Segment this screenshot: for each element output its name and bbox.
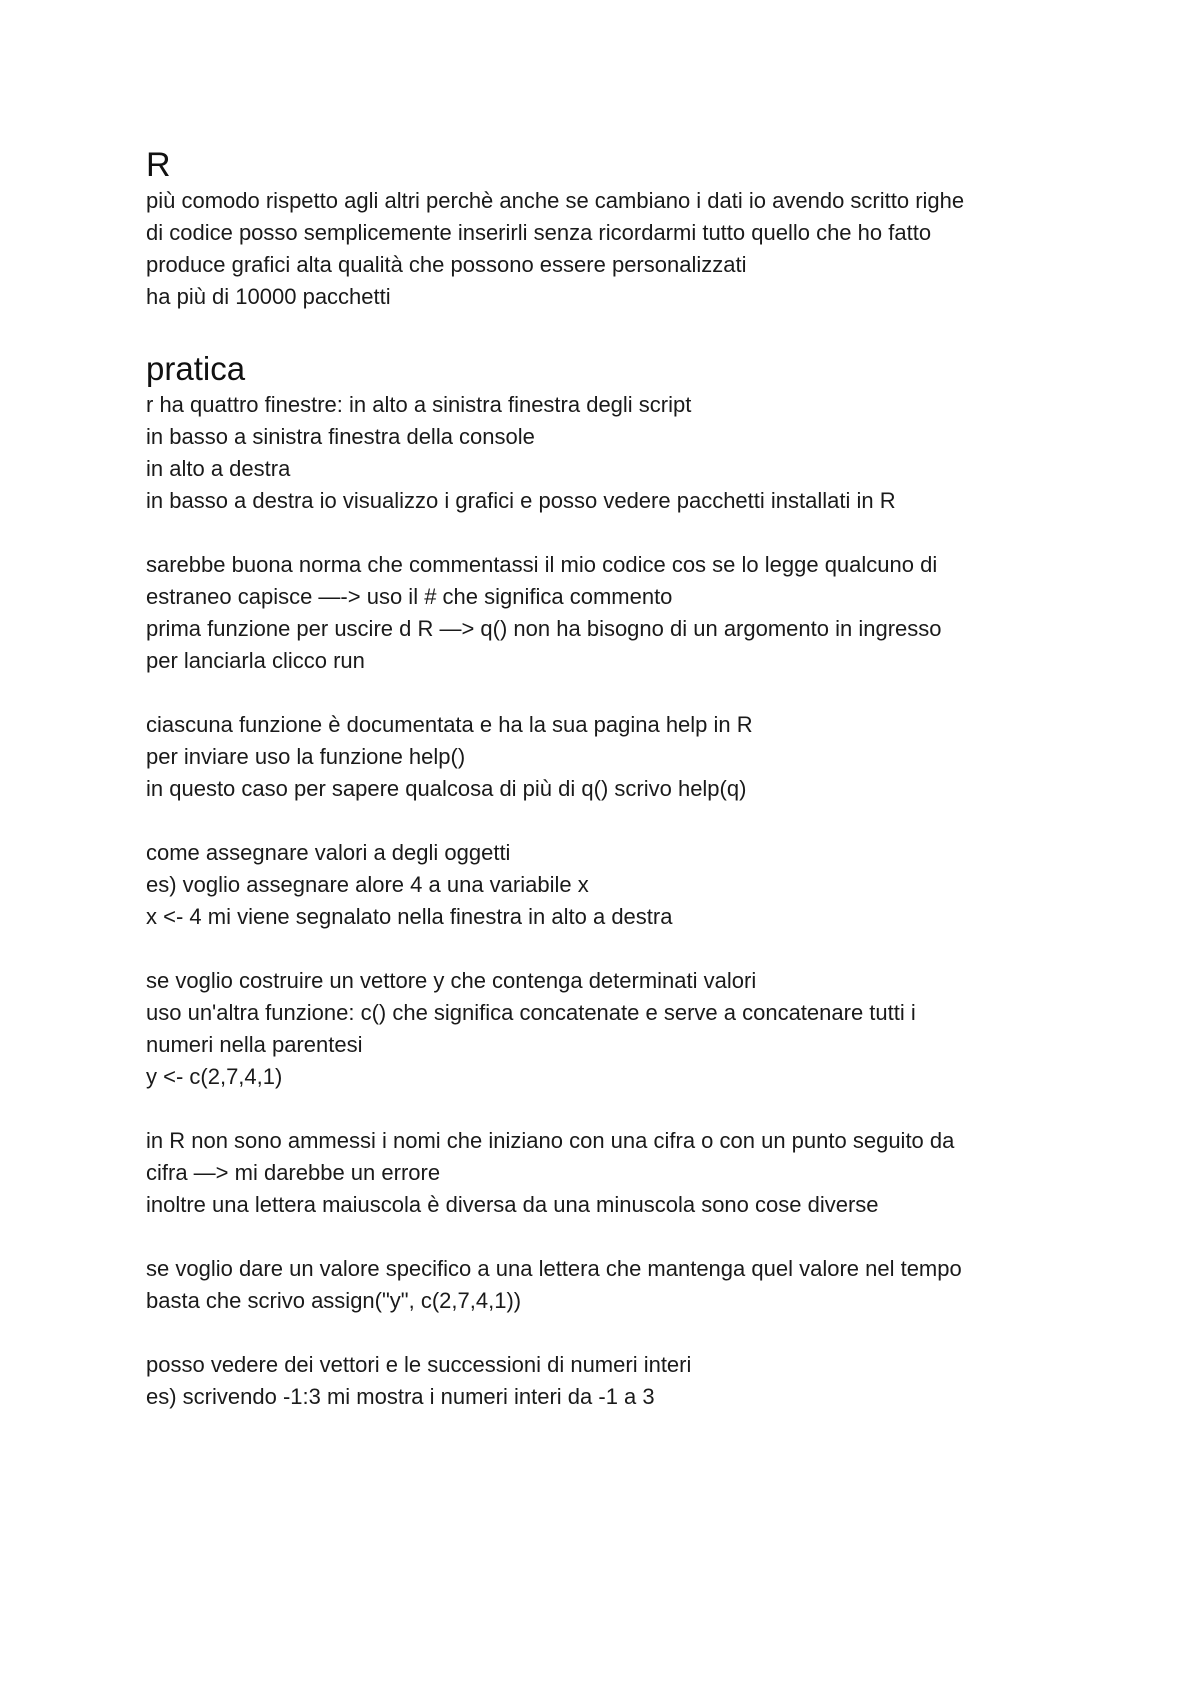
text-line: numeri nella parentesi bbox=[146, 1032, 363, 1057]
text-line: se voglio costruire un vettore y che contenga determinati valori bbox=[146, 968, 757, 993]
paragraph-gap bbox=[146, 1317, 1066, 1349]
text-line: posso vedere dei vettori e le successioni di numeri interi bbox=[146, 1352, 692, 1377]
text-line: più comodo rispetto agli altri perchè anche se cambiano i dati io avendo scritto righe bbox=[146, 188, 965, 213]
paragraph bbox=[146, 185, 1066, 313]
paragraph bbox=[146, 1125, 1066, 1221]
paragraph bbox=[146, 709, 1066, 805]
text-line: per lanciarla clicco run bbox=[146, 648, 365, 673]
text-line: es) scrivendo -1:3 mi mostra i numeri interi da -1 a 3 bbox=[146, 1384, 655, 1409]
text-line: come assegnare valori a degli oggetti bbox=[146, 840, 511, 865]
text-line: di codice posso semplicemente inserirli senza ricordarmi tutto quello che ho fatto bbox=[146, 220, 932, 245]
text-line: uso un'altra funzione: c() che significa concatenate e serve a concatenare tutti i bbox=[146, 1000, 916, 1025]
paragraph bbox=[146, 549, 1066, 677]
paragraph bbox=[146, 1253, 1066, 1317]
text-line: produce grafici alta qualità che possono essere personalizzati bbox=[146, 252, 747, 277]
text-line: y <- c(2,7,4,1) bbox=[146, 1064, 283, 1089]
paragraph bbox=[146, 837, 1066, 933]
section-pratica bbox=[146, 349, 1066, 1413]
section-r bbox=[146, 145, 1066, 313]
paragraph bbox=[146, 965, 1066, 1093]
text-line: r ha quattro finestre: in alto a sinistra finestra degli script bbox=[146, 392, 692, 417]
text-line: in basso a destra io visualizzo i grafici e posso vedere pacchetti installati in R bbox=[146, 488, 896, 513]
paragraph-gap bbox=[146, 1093, 1066, 1125]
text-line: per inviare uso la funzione help() bbox=[146, 744, 466, 769]
text-line: cifra —> mi darebbe un errore bbox=[146, 1160, 441, 1185]
paragraph-gap bbox=[146, 677, 1066, 709]
paragraph-gap bbox=[146, 1221, 1066, 1253]
paragraph-gap bbox=[146, 517, 1066, 549]
document-page bbox=[146, 145, 1066, 1413]
text-line: inoltre una lettera maiuscola è diversa da una minuscola sono cose diverse bbox=[146, 1192, 879, 1217]
text-line: x <- 4 mi viene segnalato nella finestra in alto a destra bbox=[146, 904, 673, 929]
text-line: in alto a destra bbox=[146, 456, 291, 481]
text-line: in R non sono ammessi i nomi che iniziano con una cifra o con un punto seguito da bbox=[146, 1128, 955, 1153]
text-line: se voglio dare un valore specifico a una lettera che mantenga quel valore nel tempo bbox=[146, 1256, 962, 1281]
text-line: estraneo capisce —-> uso il # che significa commento bbox=[146, 584, 673, 609]
paragraph bbox=[146, 389, 1066, 517]
text-line: in basso a sinistra finestra della console bbox=[146, 424, 535, 449]
paragraph-gap bbox=[146, 805, 1066, 837]
text-line: in questo caso per sapere qualcosa di più di q() scrivo help(q) bbox=[146, 776, 747, 801]
text-line: sarebbe buona norma che commentassi il mio codice cos se lo legge qualcuno di bbox=[146, 552, 938, 577]
paragraph bbox=[146, 1349, 1066, 1413]
text-line: basta che scrivo assign("y", c(2,7,4,1)) bbox=[146, 1288, 522, 1313]
text-line: ha più di 10000 pacchetti bbox=[146, 284, 391, 309]
section-heading: R bbox=[146, 146, 171, 184]
text-line: ciascuna funzione è documentata e ha la sua pagina help in R bbox=[146, 712, 753, 737]
text-line: es) voglio assegnare alore 4 a una variabile x bbox=[146, 872, 589, 897]
paragraph-gap bbox=[146, 933, 1066, 965]
text-line: prima funzione per uscire d R —> q() non ha bisogno di un argomento in ingresso bbox=[146, 616, 942, 641]
section-heading: pratica bbox=[146, 350, 246, 387]
